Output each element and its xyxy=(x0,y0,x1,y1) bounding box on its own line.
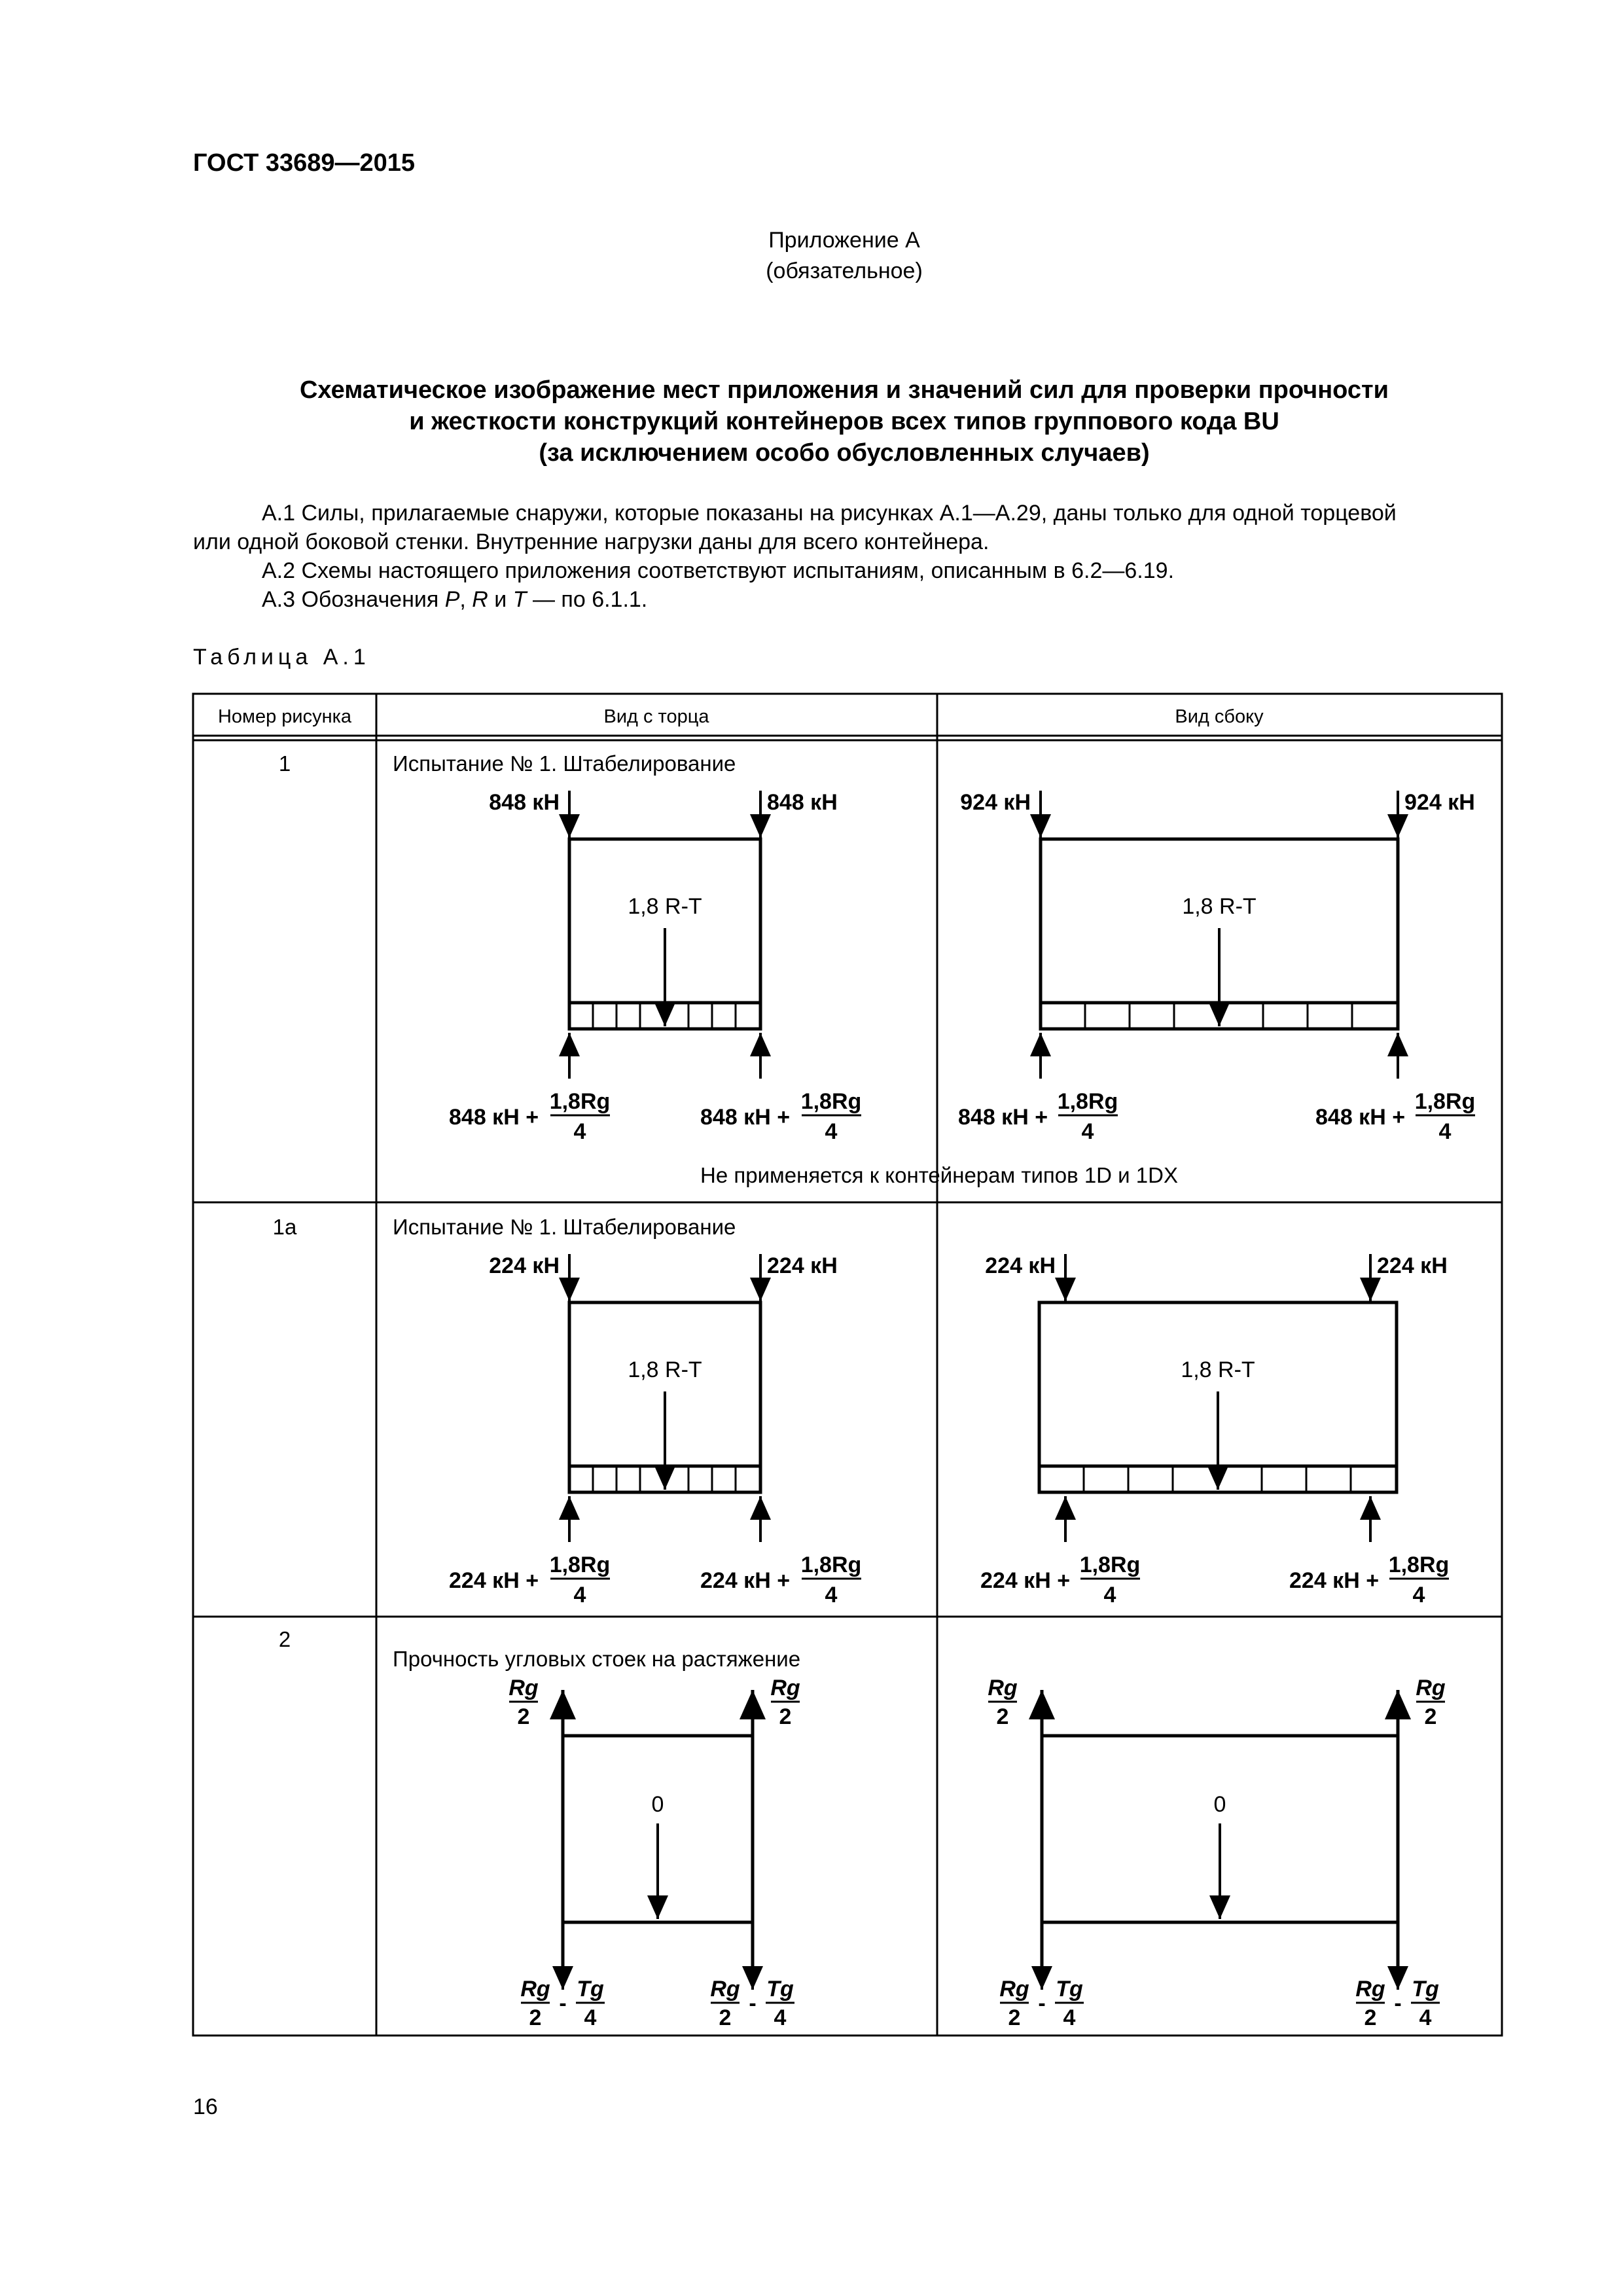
row-1a-number: 1а xyxy=(272,1215,297,1239)
title-line-1: Схематическое изображение мест приложения и значений сил для проверки прочности xyxy=(299,376,1389,404)
row-1 xyxy=(279,751,1475,1187)
row-1a-end-bottom-left-num: 1,8Rg xyxy=(549,1552,611,1577)
row-1-end-bottom-right-num: 1,8Rg xyxy=(800,1089,862,1114)
row-2-side-top-right-num: Rg xyxy=(1416,1676,1446,1700)
row-1a-end-bottom-left-den: 4 xyxy=(573,1583,586,1607)
header-end-view: Вид с торца xyxy=(603,706,709,727)
row-2-end-bottom-left-minus: - xyxy=(559,1991,567,2016)
paragraph-a1-line2: или одной боковой стенки. Внутренние нагрузки даны для всего контейнера. xyxy=(193,529,990,554)
row-1a-side-center-label: 1,8 R-T xyxy=(1181,1357,1255,1382)
row-1a-side-bottom-left-den: 4 xyxy=(1103,1583,1116,1607)
row-1-side-bottom-left-den: 4 xyxy=(1081,1119,1094,1144)
row-2-end-view-diagram xyxy=(508,1676,800,2030)
row-2-caption: Прочность угловых стоек на растяжение xyxy=(393,1647,801,1671)
row-1a-side-view-diagram xyxy=(980,1253,1449,1607)
row-1a-side-bottom-right-num: 1,8Rg xyxy=(1388,1552,1450,1577)
row-2-side-top-left-den: 2 xyxy=(996,1704,1009,1729)
row-2-side-top-right-den: 2 xyxy=(1424,1704,1437,1729)
row-2-side-bottom-left-num2: Tg xyxy=(1056,1977,1083,2001)
table-label: Таблица А.1 xyxy=(193,645,370,670)
row-2-end-bottom-right-num1: Rg xyxy=(710,1977,740,2001)
row-2-end-bottom-right-minus: - xyxy=(749,1991,757,2016)
row-2-side-bottom-left-minus: - xyxy=(1038,1991,1046,2016)
paragraph-a1-line1: А.1 Силы, прилагаемые снаружи, которые показаны на рисунках А.1—А.29, даны только для одной торцевой xyxy=(262,501,1397,526)
row-1a-end-top-right-load: 224 кН xyxy=(767,1253,838,1278)
row-1a-side-bottom-right-den: 4 xyxy=(1412,1583,1425,1607)
row-1-end-top-left-load: 848 кН xyxy=(489,790,560,815)
row-2-number: 2 xyxy=(278,1627,291,1651)
row-2-side-bottom-right-num1: Rg xyxy=(1355,1977,1385,2001)
row-1a-end-top-left-load: 224 кН xyxy=(489,1253,560,1278)
row-1a-end-center-label: 1,8 R-T xyxy=(628,1357,702,1382)
row-2-side-bottom-right-num2: Tg xyxy=(1412,1977,1439,2001)
row-1-side-bottom-left-num: 1,8Rg xyxy=(1057,1089,1118,1114)
row-1-side-center-label: 1,8 R-T xyxy=(1182,894,1257,919)
row-2-end-center-label: 0 xyxy=(651,1792,664,1817)
row-2-side-bottom-right-minus: - xyxy=(1394,1991,1402,2016)
page-number: 16 xyxy=(193,2094,218,2119)
row-1-caption: Испытание № 1. Штабелирование xyxy=(393,751,736,776)
row-1-side-top-right-load: 924 кН xyxy=(1404,790,1475,815)
row-1-side-bottom-left-base: 848 кН + xyxy=(958,1105,1048,1130)
row-1a-side-bottom-left-num: 1,8Rg xyxy=(1079,1552,1141,1577)
row-1-end-bottom-left-den: 4 xyxy=(573,1119,586,1144)
row-1a xyxy=(273,1215,1450,1607)
row-1-end-bottom-right-den: 4 xyxy=(825,1119,838,1144)
paragraph-a2: А.2 Схемы настоящего приложения соответствуют испытаниям, описанным в 6.2—6.19. xyxy=(262,558,1175,583)
appendix-name: Приложение А xyxy=(768,228,920,253)
row-2 xyxy=(279,1627,1446,2030)
document-header: ГОСТ 33689—2015 xyxy=(193,149,416,177)
row-1a-side-bottom-left-base: 224 кН + xyxy=(980,1568,1071,1593)
row-2-end-bottom-left-num2: Tg xyxy=(577,1977,604,2001)
row-2-side-bottom-left-den2: 4 xyxy=(1063,2005,1076,2030)
row-2-end-top-left-num: Rg xyxy=(508,1676,539,1700)
row-2-side-top-left-num: Rg xyxy=(988,1676,1018,1700)
row-1-number: 1 xyxy=(278,751,291,776)
row-1a-side-top-left-load: 224 кН xyxy=(985,1253,1056,1278)
title-line-3: (за исключением особо обусловленных случаев) xyxy=(539,439,1150,467)
row-1a-end-bottom-right-den: 4 xyxy=(825,1583,838,1607)
row-1-side-view-diagram xyxy=(958,790,1475,1144)
row-1-side-bottom-right-num: 1,8Rg xyxy=(1414,1089,1476,1114)
row-2-side-bottom-left-den1: 2 xyxy=(1008,2005,1021,2030)
row-2-end-bottom-right-den2: 4 xyxy=(774,2005,787,2030)
row-2-side-center-label: 0 xyxy=(1213,1792,1226,1817)
row-2-end-bottom-right-den1: 2 xyxy=(719,2005,732,2030)
row-2-end-bottom-left-den2: 4 xyxy=(584,2005,597,2030)
row-2-side-bottom-left-num1: Rg xyxy=(999,1977,1029,2001)
row-2-end-top-right-den: 2 xyxy=(779,1704,792,1729)
row-1a-side-bottom-right-base: 224 кН + xyxy=(1289,1568,1380,1593)
row-1a-end-bottom-right-num: 1,8Rg xyxy=(800,1552,862,1577)
row-1a-caption: Испытание № 1. Штабелирование xyxy=(393,1215,736,1239)
row-2-end-bottom-right-num2: Tg xyxy=(766,1977,794,2001)
row-1-end-view-diagram xyxy=(449,790,861,1144)
row-2-end-top-right-num: Rg xyxy=(770,1676,800,1700)
title-line-2: и жесткости конструкций контейнеров всех типов группового кода BU xyxy=(409,408,1279,435)
row-1-end-center-label: 1,8 R-T xyxy=(628,894,702,919)
row-2-end-bottom-left-num1: Rg xyxy=(520,1977,550,2001)
row-1a-end-view-diagram xyxy=(449,1253,861,1607)
header-figure-number: Номер рисунка xyxy=(217,706,352,727)
row-1-end-bottom-left-base: 848 кН + xyxy=(449,1105,539,1130)
row-1-side-bottom-right-base: 848 кН + xyxy=(1315,1105,1406,1130)
row-2-end-top-left-den: 2 xyxy=(517,1704,530,1729)
table-grid xyxy=(193,694,1502,2036)
header-side-view: Вид сбоку xyxy=(1175,706,1264,727)
row-1-end-bottom-right-base: 848 кН + xyxy=(700,1105,791,1130)
row-1-end-top-right-load: 848 кН xyxy=(767,790,838,815)
row-1-side-top-left-load: 924 кН xyxy=(960,790,1031,815)
row-1a-end-bottom-left-base: 224 кН + xyxy=(449,1568,539,1593)
appendix-status: (обязательное) xyxy=(766,259,923,283)
row-2-end-bottom-left-den1: 2 xyxy=(529,2005,542,2030)
row-1-note: Не применяется к контейнерам типов 1D и 1DX xyxy=(700,1163,1178,1187)
paragraph-a3: А.3 Обозначения P, R и T — по 6.1.1. xyxy=(262,587,648,612)
row-2-side-view-diagram xyxy=(988,1676,1446,2030)
row-1-end-bottom-left-num: 1,8Rg xyxy=(549,1089,611,1114)
row-1a-end-bottom-right-base: 224 кН + xyxy=(700,1568,791,1593)
row-1-side-bottom-right-den: 4 xyxy=(1438,1119,1452,1144)
row-1a-side-top-right-load: 224 кН xyxy=(1377,1253,1448,1278)
row-2-side-bottom-right-den1: 2 xyxy=(1364,2005,1377,2030)
row-2-side-bottom-right-den2: 4 xyxy=(1419,2005,1432,2030)
